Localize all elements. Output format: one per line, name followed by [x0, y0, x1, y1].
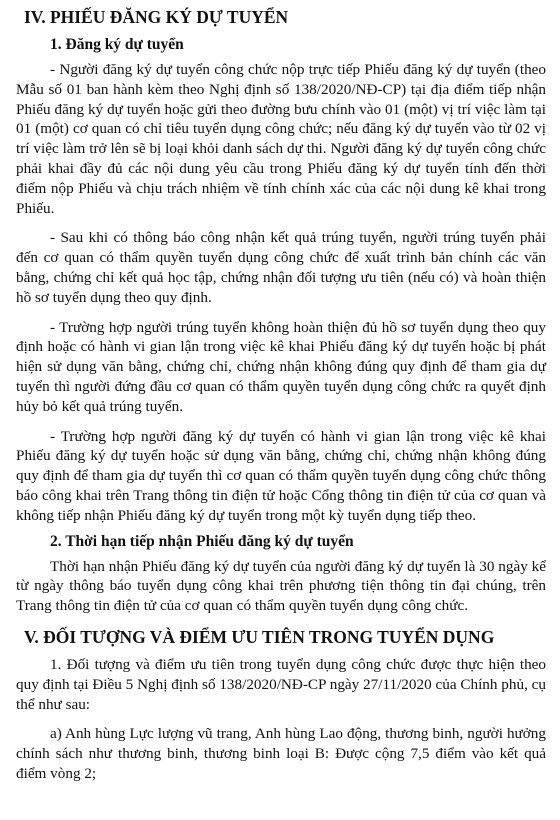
paragraph-deadline: Thời hạn nhận Phiếu đăng ký dự tuyển của người đăng ký dự tuyển là 30 ngày kể từ ngày thông báo tuyển dụng công khai trên phương tiện thông tin đại chúng, trên Trang thông tin điện tử của cơ quan có thẩm quyền tuyển dụng công chức. [16, 557, 546, 615]
paragraph-incomplete-dossier: - Trường hợp người trúng tuyển không hoàn thiện đủ hồ sơ tuyển dụng theo quy định hoặc có hành vi gian lận trong việc kê khai Phiếu đăng ký dự tuyển hoặc bị phát hiện sử dụng văn bằng, chứng chỉ, chứng nhận không đúng quy định để tham gia dự tuyển thì người đứng đầu cơ quan có thẩm quyền tuyển dụng công chức ra quyết định hủy bỏ kết quả trúng tuyển. [16, 318, 546, 415]
section-iv-title: IV. PHIẾU ĐĂNG KÝ DỰ TUYỂN [24, 7, 289, 27]
paragraph-registration-submission: - Người đăng ký dự tuyển công chức nộp trực tiếp Phiếu đăng ký dự tuyển (theo Mẫu số 01 ban hành kèm theo Nghị định số 138/2020/NĐ-CP) tại địa điểm tiếp nhận Phiếu đăng ký dự tuyển hoặc gửi theo đường bưu chính vào 01 (một) vị trí việc làm tại 01 (một) cơ quan có chỉ tiêu tuyển dụng công chức; nếu đăng ký dự tuyển vào từ 02 vị trí việc làm trở lên sẽ bị loại khỏi danh sách dự thi. Người đăng ký dự tuyển công chức phải khai đầy đủ các nội dung yêu cầu trong Phiếu đăng ký dự tuyển tính đến thời điểm nộp Phiếu và chịu trách nhiệm về tính chính xác của các nội dung kê khai trong Phiếu. [16, 61, 546, 217]
paragraph-after-results: - Sau khi có thông báo công nhận kết quả trúng tuyển, người trúng tuyển phải đến cơ quan có thẩm quyền tuyển dụng công chức để xuất trình bản chính các văn bằng, chứng chỉ kết quả học tập, chứng nhận đối tượng ưu tiên (nếu có) và hoàn thiện hồ sơ tuyển dụng theo quy định. [16, 229, 546, 306]
subsection-1-heading: 1. Đăng ký dự tuyển [50, 36, 184, 53]
paragraph-priority-a: a) Anh hùng Lực lượng vũ trang, Anh hùng Lao động, thương binh, người hưởng chính sách như thương binh, thương binh loại B: Được cộng 7,5 điểm vào kết quả điểm vòng 2; [16, 725, 546, 782]
subsection-2-heading: 2. Thời hạn tiếp nhận Phiếu đăng ký dự tuyển [50, 532, 354, 550]
paragraph-priority-intro: 1. Đối tượng và điểm ưu tiên trong tuyển dụng công chức được thực hiện theo quy định tại Điều 5 Nghị định số 138/2020/NĐ-CP ngày 27/11/2020 của Chính phủ, cụ thể như sau: [16, 655, 546, 713]
section-v-title: V. ĐỐI TƯỢNG VÀ ĐIỂM ƯU TIÊN TRONG TUYỂN DỤNG [24, 626, 495, 647]
paragraph-fraud: - Trường hợp người đăng ký dự tuyển có hành vi gian lận trong việc kê khai Phiếu đăng ký dự tuyển hoặc sử dụng văn bằng, chứng chỉ, chứng nhận không đúng quy định để tham gia dự tuyển thì cơ quan có thẩm quyền tuyển dụng công chức thông báo công khai trên Trang thông tin điện tử hoặc Cổng thông tin điện tử của cơ quan và không tiếp nhận Phiếu đăng ký dự tuyển trong một kỳ tuyển dụng tiếp theo. [16, 427, 546, 524]
